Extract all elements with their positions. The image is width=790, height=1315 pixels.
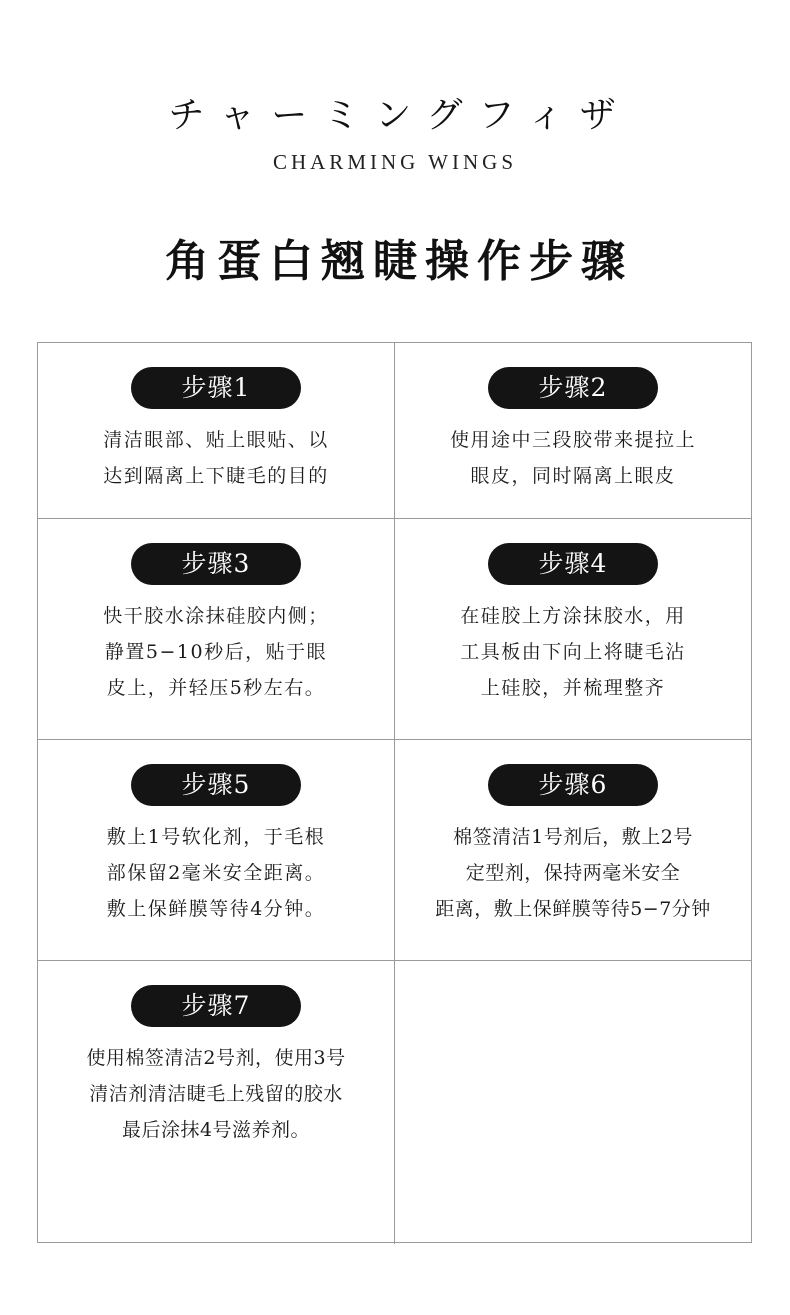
step-description: 清洁眼部、贴上眼贴、以 达到隔离上下睫毛的目的 — [103, 429, 329, 487]
step-card-4 — [395, 519, 751, 740]
step-description: 敷上1号软化剂，于毛根 部保留2毫米安全距离。 敷上保鲜膜等待4分钟。 — [106, 826, 326, 920]
step-badge: 步骤7 — [131, 985, 301, 1027]
steps-grid — [37, 342, 752, 1243]
page-title: 角蛋白翘睫操作步骤 — [165, 236, 633, 287]
step-card-1 — [38, 343, 395, 519]
step-card-2 — [395, 343, 751, 519]
step-badge: 步骤5 — [131, 764, 301, 806]
step-description: 快干胶水涂抹硅胶内侧； 静置5−10秒后，贴于眼 皮上，并轻压5秒左右。 — [103, 605, 329, 699]
empty-card — [395, 961, 751, 1244]
step-card-3 — [38, 519, 395, 740]
step-description: 在硅胶上方涂抹胶水，用 工具板由下向上将睫毛沾 上硅胶，并梳理整齐 — [460, 605, 686, 699]
step-badge: 步骤3 — [131, 543, 301, 585]
step-description: 使用棉签清洁2号剂，使用3号 清洁剂清洁睫毛上残留的胶水 最后涂抹4号滋养剂。 — [86, 1047, 346, 1141]
step-badge: 步骤6 — [488, 764, 658, 806]
step-badge: 步骤4 — [488, 543, 658, 585]
brand-japanese-name: チャーミングフィザ — [168, 95, 632, 136]
step-badge: 步骤1 — [131, 367, 301, 409]
step-card-5 — [38, 740, 395, 961]
step-description: 使用途中三段胶带来提拉上 眼皮，同时隔离上眼皮 — [449, 429, 696, 487]
step-card-6 — [395, 740, 751, 961]
brand-english-name: CHARMING WINGS — [272, 150, 518, 174]
step-card-7 — [38, 961, 395, 1244]
step-badge: 步骤2 — [488, 367, 658, 409]
step-description: 棉签清洁1号剂后，敷上2号 定型剂，保持两毫米安全 距离，敷上保鲜膜等待5−7分钟 — [435, 826, 711, 920]
